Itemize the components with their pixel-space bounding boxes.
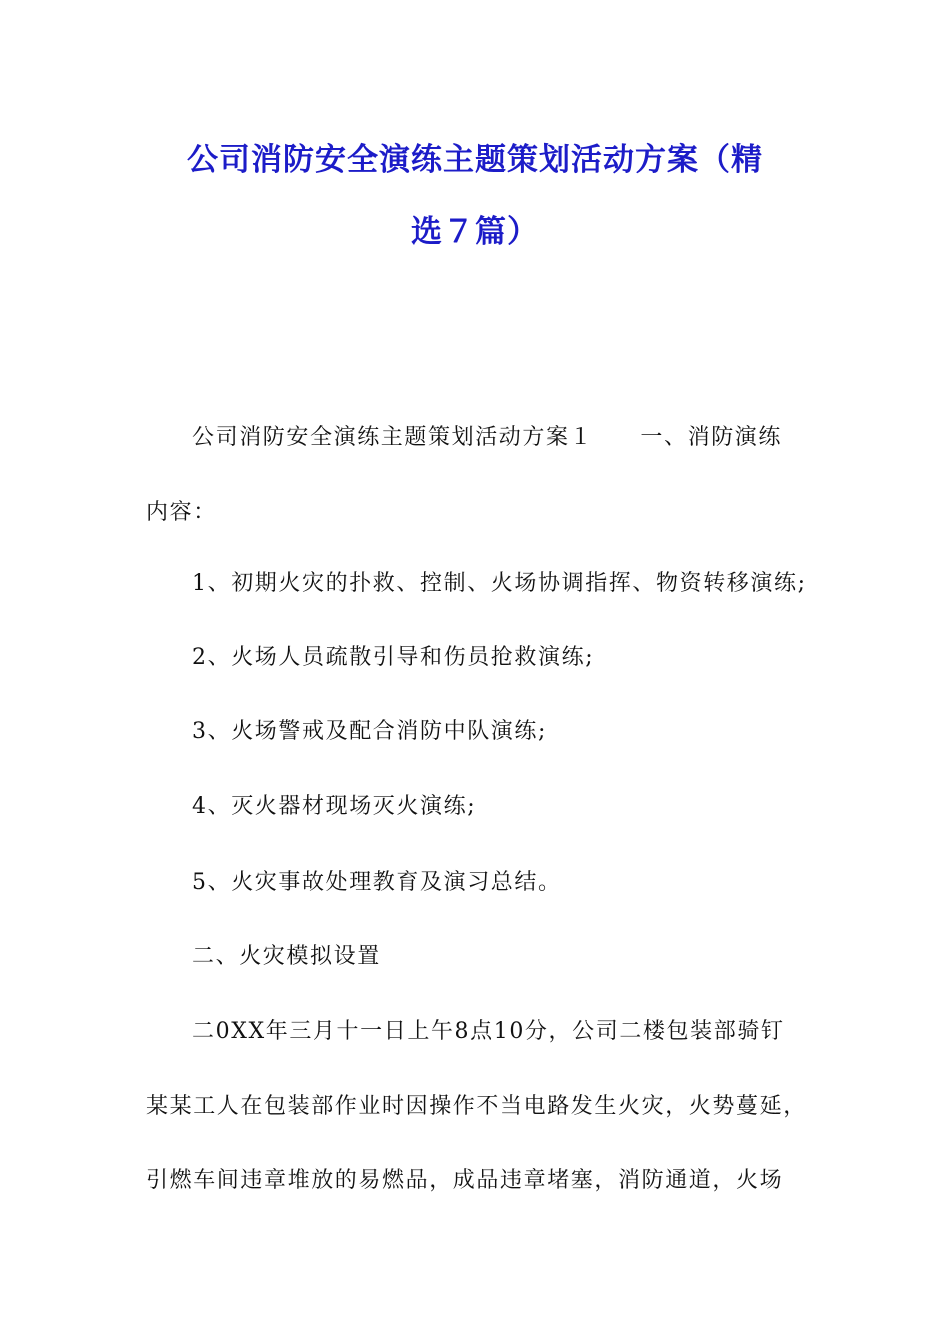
document-title-line-2: 选７篇） (411, 214, 539, 250)
list-item: 5、火灾事故处理教育及演习总结。 (192, 870, 562, 895)
paragraph-line: 公司消防安全演练主题策划活动方案１ 一、消防演练 (192, 425, 783, 450)
paragraph-line: 二0XX年三月十一日上午8点10分，公司二楼包装部骑钉 (192, 1019, 785, 1044)
list-item: 1、初期火灾的扑救、控制、火场协调指挥、物资转移演练; (192, 571, 807, 596)
paragraph-line: 某某工人在包装部作业时因操作不当电路发生火灾，火势蔓延， (146, 1094, 807, 1119)
list-item: 2、火场人员疏散引导和伤员抢救演练; (192, 645, 595, 670)
section-heading: 二、火灾模拟设置 (192, 944, 381, 969)
list-item: 4、灭火器材现场灭火演练; (192, 794, 477, 819)
document-title-line-1: 公司消防安全演练主题策划活动方案（精 (187, 142, 763, 178)
paragraph-line: 引燃车间违章堆放的易燃品，成品违章堵塞，消防通道，火场 (146, 1168, 784, 1193)
list-item: 3、火场警戒及配合消防中队演练; (192, 719, 548, 744)
paragraph-line: 内容： (146, 500, 217, 525)
